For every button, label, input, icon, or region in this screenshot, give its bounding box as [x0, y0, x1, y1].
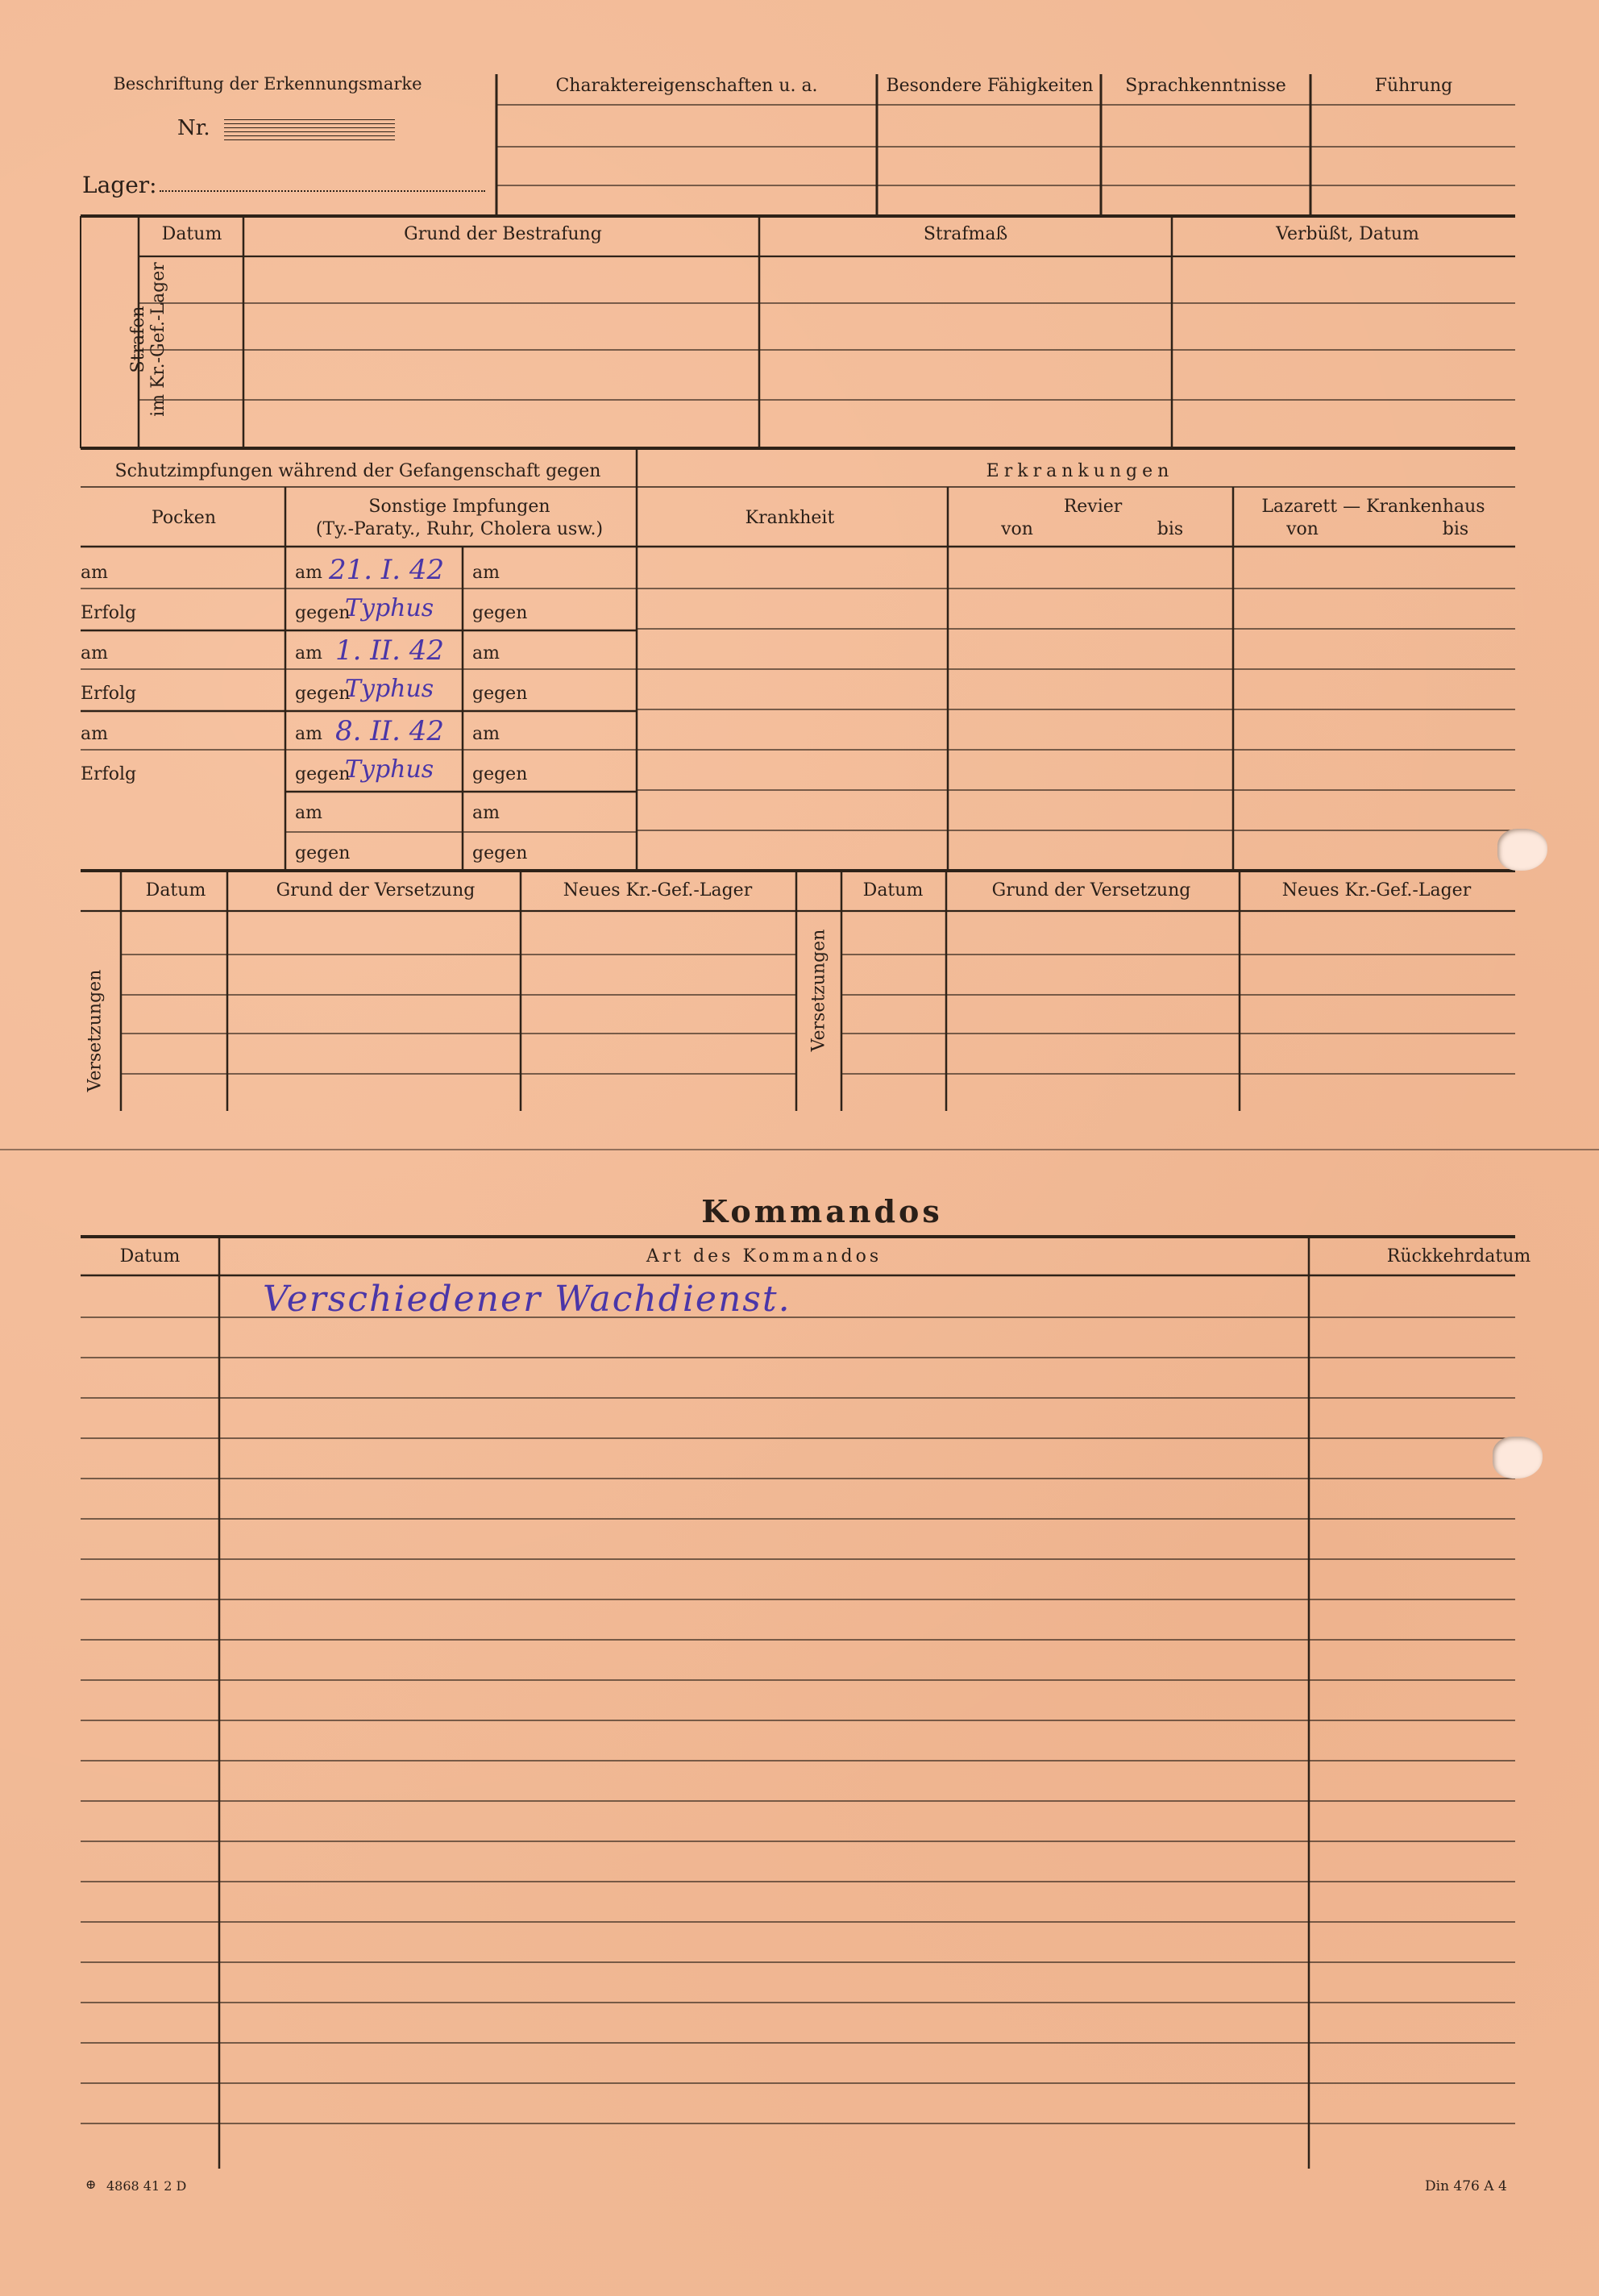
impfung-disease-1: Typhus [345, 594, 434, 622]
strafen-grund-header: Grund der Bestrafung [404, 224, 602, 244]
footer-right-code: Din 476 A 4 [1425, 2178, 1507, 2194]
strafmass-header: Strafmaß [923, 224, 1008, 244]
verbuesst-header: Verbüßt, Datum [1276, 224, 1419, 244]
rueckkehr-header: Rückkehrdatum [1386, 1246, 1531, 1267]
sonstige2-gegen-4: gegen [472, 843, 528, 863]
fuehrung-header: Führung [1374, 76, 1453, 96]
revier-header: Revier [1063, 497, 1123, 517]
strafen-datum-header: Datum [161, 224, 222, 244]
sonstige-gegen-2: gegen [295, 684, 351, 704]
kommandos-datum-header: Datum [119, 1246, 181, 1267]
kommandos-art-header: Art des Kommandos [646, 1246, 883, 1267]
impfung-disease-3: Typhus [345, 755, 434, 784]
pocken-header: Pocken [152, 508, 216, 528]
faehigkeiten-header: Besondere Fähigkeiten [886, 76, 1094, 96]
sprachen-header: Sprachkenntnisse [1125, 76, 1286, 96]
nr-label: Nr. [177, 116, 210, 140]
revier-von: von [1001, 519, 1033, 539]
nr-value-lines [224, 119, 395, 140]
pocken-am-2: am [81, 643, 108, 663]
sonstige-header-2: (Ty.-Paraty., Ruhr, Cholera usw.) [315, 519, 604, 539]
vers-right-datum: Datum [862, 880, 924, 901]
impfung-date-2: 1. II. 42 [335, 634, 444, 667]
impfung-date-1: 21. I. 42 [329, 554, 445, 586]
pocken-am-3: am [81, 724, 108, 744]
sonstige-gegen-3: gegen [295, 764, 351, 784]
sonstige2-am-2: am [472, 643, 500, 663]
vers-right-grund: Grund der Versetzung [991, 880, 1191, 901]
sonstige-am-1: am [295, 563, 322, 583]
sonstige2-gegen-2: gegen [472, 684, 528, 704]
sonstige-am-2: am [295, 643, 322, 663]
sonstige-am-4: am [295, 803, 322, 823]
sonstige-gegen-4: gegen [295, 843, 351, 863]
footer-left-code: 4868 41 2 D [106, 2178, 187, 2194]
impfung-date-3: 8. II. 42 [335, 715, 444, 747]
versetzungen-right-label: Versetzungen [808, 929, 829, 1052]
vers-left-grund: Grund der Versetzung [276, 880, 476, 901]
lazarett-bis: bis [1442, 519, 1469, 539]
strafen-side-label: Strafen im Kr.-Gef.-Lager [128, 262, 168, 417]
vers-left-datum: Datum [145, 880, 206, 901]
versetzungen-left-label: Versetzungen [85, 969, 106, 1092]
impfung-disease-2: Typhus [345, 675, 434, 703]
vers-right-lager: Neues Kr.-Gef.-Lager [1281, 880, 1472, 901]
sonstige-am-3: am [295, 724, 322, 744]
erkennungsmarke-label: Beschriftung der Erkennungsmarke [113, 74, 422, 94]
lazarett-header: Lazarett — Krankenhaus [1261, 497, 1485, 517]
kommando-entry: Verschiedener Wachdienst. [263, 1279, 791, 1320]
punch-hole-upper [1497, 829, 1547, 871]
form-printer-mark: ⊕ [85, 2177, 97, 2192]
lazarett-von: von [1286, 519, 1319, 539]
krankheit-header: Krankheit [745, 508, 835, 528]
sonstige2-am-4: am [472, 803, 500, 823]
sonstige2-gegen-1: gegen [472, 603, 528, 623]
sonstige2-gegen-3: gegen [472, 764, 528, 784]
charakter-header: Charaktereigenschaften u. a. [555, 76, 818, 96]
sonstige-header-1: Sonstige Impfungen [368, 497, 550, 517]
sonstige2-am-3: am [472, 724, 500, 744]
pocken-am-1: am [81, 563, 108, 583]
kommandos-title: Kommandos [701, 1193, 943, 1229]
pocken-erfolg-1: Erfolg [81, 603, 137, 623]
fold-line [0, 1149, 1599, 1150]
revier-bis: bis [1157, 519, 1184, 539]
lager-label: Lager: [82, 172, 157, 198]
sonstige2-am-1: am [472, 563, 500, 583]
pocken-erfolg-3: Erfolg [81, 764, 137, 784]
pocken-erfolg-2: Erfolg [81, 684, 137, 704]
punch-hole-lower [1493, 1437, 1543, 1479]
lager-field[interactable] [160, 190, 485, 192]
vers-left-lager: Neues Kr.-Gef.-Lager [563, 880, 753, 901]
impfungen-header: Schutzimpfungen während der Gefangenschaft gegen [114, 461, 601, 481]
sonstige-gegen-1: gegen [295, 603, 351, 623]
erkrankungen-header: Erkrankungen [986, 461, 1174, 481]
